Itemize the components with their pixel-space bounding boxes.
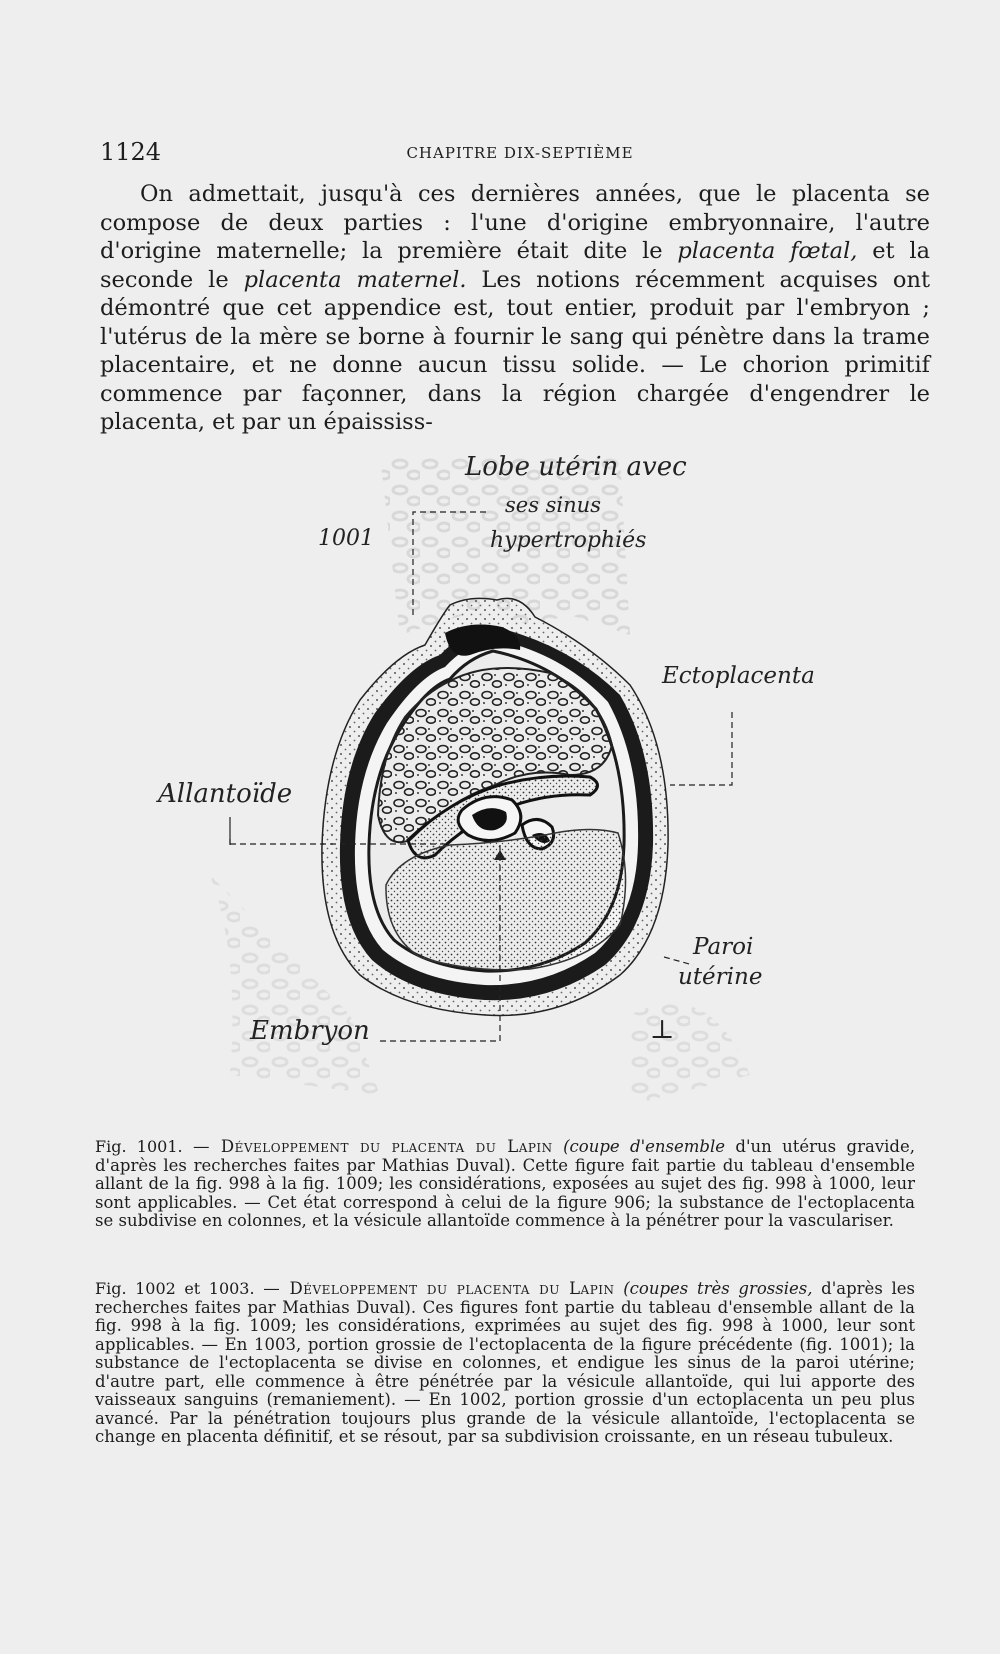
label-ectoplacenta: Ectoplacenta (662, 663, 815, 689)
label-paroi-line1: Paroi (693, 934, 754, 960)
caption-2-text: d'après les recherches faites par Mathias Duval). Ces figures font partie du tableau d'ensemble allant de la fig. 998 à la fig. 1009; les considérations, exprimées au sujet des fig. 998 à 1000, leur sont applicables. — En 1003, portion grossie de l'ectoplacenta de la figure précédente (fig. 1001); la substance de l'ectoplacenta se divise en colonnes, et endigue les sinus de la paroi utérine; d'autre part, elle commence à être pénétrée par la vésicule allantoïde, qui lui apporte des vaisseaux sanguins (remaniement). — En 1002, portion grossie d'un ectoplacenta un peu plus avancé. Par la pénétration toujours plus grande de la vésicule allantoïde, l'ectoplacenta se change en placenta définitif, et se résout, par sa subdivision croissante, en un réseau tubuleux. (95, 1279, 915, 1446)
page-number: 1124 (100, 138, 162, 166)
caption-2-ref: Fig. 1002 et 1003. (95, 1279, 255, 1298)
figure-1001 (150, 455, 850, 1115)
body-emphasis-placenta-maternel: placenta maternel. (243, 266, 467, 293)
page-header (100, 138, 940, 168)
figure-number-label: 1001 (318, 526, 374, 551)
label-embryon: Embryon (250, 1016, 370, 1046)
chapter-title: CHAPITRE DIX-SEPTIÈME (406, 144, 634, 162)
caption-fig-1001 (95, 1138, 915, 1231)
label-lobe-line2: ses sinus (505, 493, 601, 517)
caption-2-emphasis: (coupes très grossies, (623, 1279, 813, 1298)
label-lobe-line3: hypertrophiés (490, 528, 647, 553)
caption-1-ref: Fig. 1001. (95, 1137, 183, 1156)
label-lobe-line1: Lobe utérin avec (465, 455, 687, 482)
caption-1-text: d'un utérus gravide, d'après les recherches faites par Mathias Duval). Cette figure fait partie du tableau d'ensemble allant de la fig. 998 à la fig. 1009; les considérations, exposées au sujet des fig. 998 à 1000, leur sont applicables. — Cet état correspond à celui de la figure 906; la substance de l'ectoplacenta se subdivise en colonnes, et la vésicule allantoïde commence à la pénétrer pour la vasculariser. (95, 1137, 915, 1230)
body-emphasis-placenta-foetal: placenta fœtal, (677, 238, 858, 264)
label-allantoide: Allantoïde (158, 779, 293, 809)
anchor-mark: ⊥ (650, 1015, 675, 1045)
body-text-part3: Les notions récemment acquises ont démontré que cet appendice est, tout entier, produit par l'embryon ; l'utérus de la mère se borne à fournir le sang qui pénètre dans la trame placentaire, et ne donne aucun tissu solide. — Le chorion primitif commence par façonner, dans la région chargée d'engendrer le placenta, et par un épaississ- (100, 266, 930, 435)
caption-1-title: — Développement du placenta du Lapin (192, 1137, 553, 1156)
body-text-part2: et la seconde le (100, 238, 930, 293)
figure-illustration (150, 455, 850, 1115)
body-text-part1: On admettait, jusqu'à ces dernières années, que le placenta se compose de deux parties : l'une d'origine embryonnaire, l'autre d'origine maternelle; la première était dite le (100, 181, 930, 264)
caption-fig-1002-1003 (95, 1280, 915, 1447)
body-paragraph (100, 180, 930, 437)
caption-1-emphasis: (coupe d'ensemble (563, 1137, 726, 1156)
caption-2-title: — Développement du placenta du Lapin (263, 1279, 615, 1298)
label-paroi-line2: utérine (678, 964, 763, 990)
